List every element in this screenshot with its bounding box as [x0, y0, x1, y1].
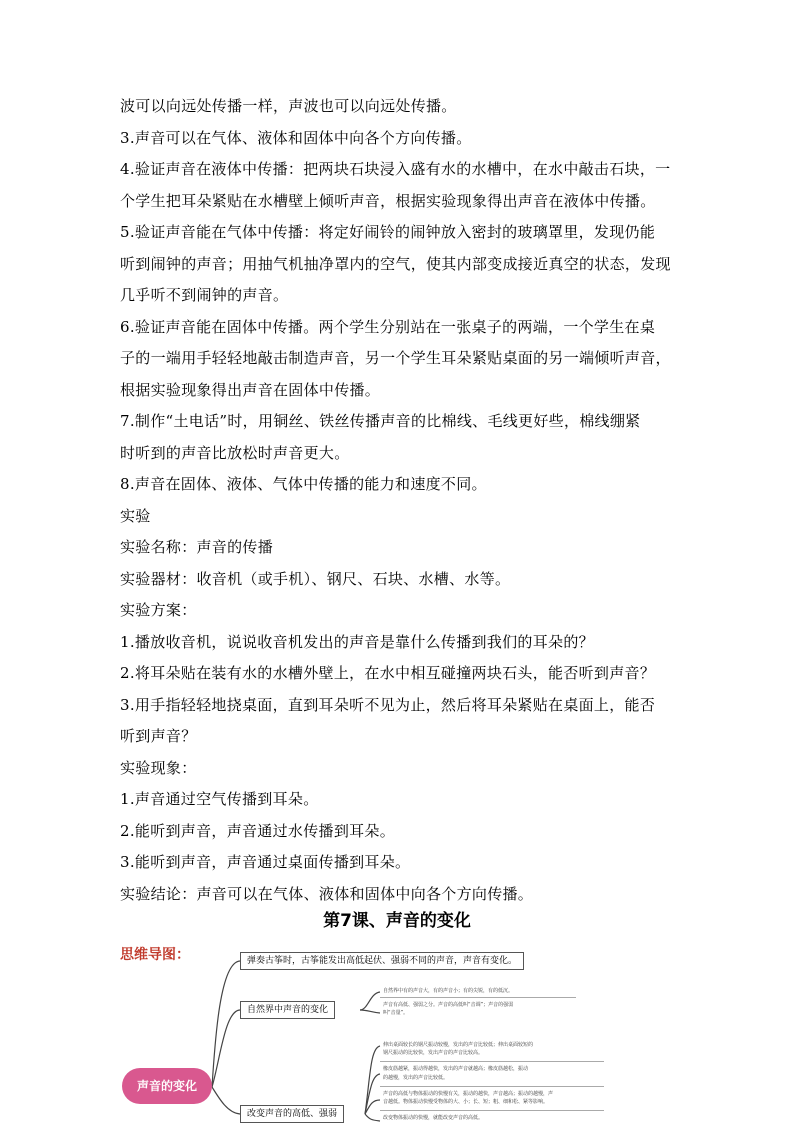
connector-leaf-natural-1	[360, 992, 380, 1010]
connector-branch-2	[212, 1010, 240, 1087]
connector-leaf-natural-2	[360, 1010, 380, 1013]
mindmap-branch-guzheng: 弹奏古筝时，古筝能发出高低起伏、强弱不同的声音，声音有变化。	[240, 952, 524, 970]
mindmap-leaf-divider	[380, 1110, 604, 1111]
paragraph-line: 实验器材：收音机（或手机）、钢尺、石块、水槽、水等。	[120, 569, 511, 588]
mindmap-leaf-natural-1: 自然界中有的声音大，有的声音小；有的尖锐，有的低沉。	[383, 988, 514, 994]
paragraph-line: 个学生把耳朵紧贴在水槽壁上倾听声音，根据实验现象得出声音在液体中传播。	[120, 191, 656, 210]
paragraph-line: 6.验证声音能在固体中传播。两个学生分别站在一张桌子的两端，一个学生在桌	[120, 317, 656, 336]
paragraph-line: 实验现象：	[120, 758, 197, 777]
paragraph-line: 根据实验现象得出声音在固体中传播。	[120, 380, 381, 399]
paragraph-line: 波可以向远处传播一样，声波也可以向远处传播。	[120, 97, 457, 115]
paragraph-line: 4.验证声音在液体中传播：把两块石块浸入盛有水的水槽中，在水中敲击石块，一	[120, 160, 671, 178]
lesson-title: 第7课、声音的变化	[323, 911, 471, 931]
mindmap-leaf-change-3: 橡皮筋越紧，振动得越快，发出的声音就越高；橡皮筋越松，振动	[383, 1066, 529, 1072]
mindmap-leaf-change-7: 改变物体振动的快慢，就能改变声音的高低。	[383, 1115, 484, 1121]
paragraph-line: 子的一端用手轻轻地敲击制造声音，另一个学生耳朵紧贴桌面的另一端倾听声音，	[120, 349, 671, 367]
paragraph-line: 8.声音在固体、液体、气体中传播的能力和速度不同。	[120, 475, 487, 493]
mindmap-leaf-divider	[380, 1061, 604, 1062]
mindmap-leaf-change-2: 钢尺振动的比较快，发出声音的声音比较高。	[383, 1050, 484, 1056]
paragraph-line: 实验	[120, 506, 151, 525]
paragraph-line: 听到闹钟的声音；用抽气机抽净罩内的空气，使其内部变成接近真空的状态，发现	[120, 254, 671, 273]
mindmap-label: 思维导图：	[120, 947, 190, 963]
paragraph-line: 5.验证声音能在气体中传播：将定好闹铃的闹钟放入密封的玻璃罩里，发现仍能	[120, 223, 656, 241]
mindmap-leaf-change-6: 音越低。物体振动快慢受物体的大、小；长、短；粗、细和松、紧等影响。	[383, 1099, 549, 1105]
mindmap-leaf-natural-3: 叫“音量”。	[383, 1010, 409, 1016]
paragraph-line: 时听到的声音比放松时声音更大。	[120, 443, 350, 462]
paragraph-line: 几乎听不到闹钟的声音。	[120, 286, 289, 304]
mindmap-branch-natural: 自然界中声音的变化	[240, 1001, 335, 1019]
paragraph-line: 2.能听到声音，声音通过水传播到耳朵。	[120, 821, 396, 840]
paragraph-line: 实验名称：声音的传播	[120, 538, 274, 556]
mindmap-leaf-change-5: 声音的高低与物体振动的快慢有关，振动的越快，声音越高；振动的越慢，声	[383, 1091, 554, 1097]
connector-branch-3	[212, 1087, 240, 1114]
mindmap-center-node: 声音的变化	[122, 1068, 212, 1104]
mindmap-leaf-divider	[380, 1086, 604, 1087]
paragraph-line: 实验结论：声音可以在气体、液体和固体中向各个方向传播。	[120, 884, 534, 903]
paragraph-line: 实验方案：	[120, 601, 197, 619]
connector-leaf-change-4	[365, 1114, 380, 1121]
paragraph-line: 1.声音通过空气传播到耳朵。	[120, 790, 319, 808]
mindmap-leaf-natural-2: 声音有高低、强弱之分。声音的高低叫“音调”；声音的强弱	[383, 1002, 514, 1008]
paragraph-line: 3.能听到声音，声音通过桌面传播到耳朵。	[120, 853, 411, 871]
paragraph-line: 7.制作“土电话”时，用铜丝、铁丝传播声音的比棉线、毛线更好些，棉线绷紧	[120, 412, 641, 430]
mindmap-branch-change: 改变声音的高低、强弱	[240, 1105, 344, 1123]
mindmap-leaf-change-1: 伸出桌面较长的钢尺振动较慢，发出的声音比较低；伸出桌面较短的	[383, 1042, 534, 1048]
paragraph-line: 听到声音？	[120, 727, 197, 745]
mindmap-leaf-divider	[380, 997, 576, 998]
paragraph-line: 3.用手指轻轻地挠桌面，直到耳朵听不见为止，然后将耳朵紧贴在桌面上，能否	[120, 695, 656, 714]
mindmap-leaf-change-4: 的越慢，发出的声音比较低。	[383, 1075, 449, 1081]
paragraph-line: 3.声音可以在气体、液体和固体中向各个方向传播。	[120, 128, 472, 147]
paragraph-line: 1.播放收音机，说说收音机发出的声音是靠什么传播到我们的耳朵的？	[120, 632, 594, 651]
paragraph-line: 2.将耳朵贴在装有水的水槽外壁上，在水中相互碰撞两块石头，能否听到声音？	[120, 664, 656, 682]
